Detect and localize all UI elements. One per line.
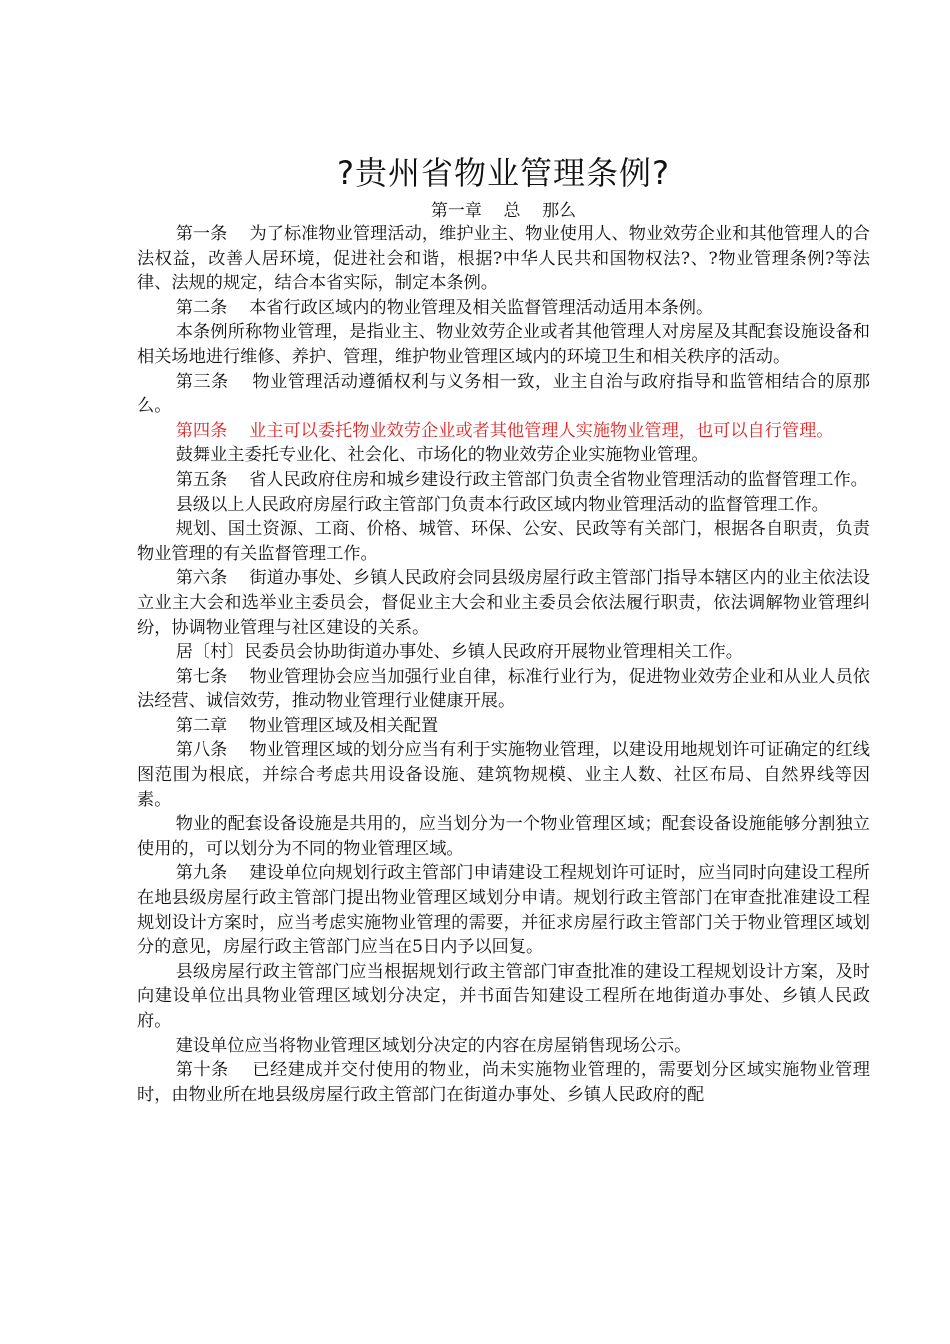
article-6: 第六条 街道办事处、乡镇人民政府会同县级房屋行政主管部门指导本辖区内的业主依法设立业主大会和选举业主委员会，督促业主大会和业主委员会依法履行职责，依法调解物业管理纠纷，协调物业管理与社区建设的关系。 [137,568,870,638]
article-5-paragraph-2: 县级以上人民政府房屋行政主管部门负责本行政区域内物业管理活动的监督管理工作。 [175,494,829,515]
article-5-paragraph-3: 规划、国土资源、工商、价格、城管、环保、公安、民政等有关部门，根据各自职责，负责物业管理的有关监督管理工作。 [137,519,870,564]
article-8-paragraph-2: 物业的配套设备设施是共用的，应当划分为一个物业管理区域；配套设备设施能够分割独立使用的，可以划分为不同的物业管理区域。 [137,814,870,859]
chapter-2-heading: 第二章 物业管理区域及相关配置 [175,715,439,736]
article-8: 第八条 物业管理区域的划分应当有利于实施物业管理，以建设用地规划许可证确定的红线图范围为根底，并综合考虑共用设备设施、建筑物规模、业主人数、社区布局、自然界线等因素。 [137,740,870,810]
document-title: ?贵州省物业管理条例? [337,154,670,192]
article-9-paragraph-3: 建设单位应当将物业管理区域划分决定的内容在房屋销售现场公示。 [175,1035,692,1056]
article-5: 第五条 省人民政府住房和城乡建设行政主管部门负责全省物业管理活动的监督管理工作。 [175,469,868,490]
article-3: 第三条 物业管理活动遵循权利与义务相一致，业主自治与政府指导和监管相结合的原那么。 [137,371,870,417]
article-4-highlighted: 第四条 业主可以委托物业效劳企业或者其他管理人实施物业管理，也可以自行管理。 [175,420,834,441]
article-2: 第二条 本省行政区域内的物业管理及相关监督管理活动适用本条例。 [175,297,714,318]
article-4-paragraph-2: 鼓舞业主委托专业化、社会化、市场化的物业效劳企业实施物业管理。 [175,445,709,466]
article-10: 第十条 已经建成并交付使用的物业，尚未实施物业管理的，需要划分区域实施物业管理时，由物业所在地县级房屋行政主管部门在街道办事处、乡镇人民政府的配 [137,1060,870,1105]
article-9-paragraph-2: 县级房屋行政主管部门应当根据规划行政主管部门审查批准的建设工程规划设计方案，及时向建设单位出具物业管理区域划分决定，并书面告知建设工程所在地街道办事处、乡镇人民政府。 [137,961,870,1031]
article-9: 第九条 建设单位向规划行政主管部门申请建设工程规划许可证时，应当同时向建设工程所在地县级房屋行政主管部门提出物业管理区域划分申请。规划行政主管部门在审查批准建设工程规划设计方案时，应当考虑实施物业管理的需要，并征求房屋行政主管部门关于物业管理区域划分的意见，房屋行政主管部门应当在5日内予以回复。 [137,863,870,958]
article-7: 第七条 物业管理协会应当加强行业自律，标准行业行为，促进物业效劳企业和从业人员依法经营、诚信效劳，推动物业管理行业健康开展。 [137,666,870,712]
article-2-paragraph-2: 本条例所称物业管理，是指业主、物业效劳企业或者其他管理人对房屋及其配套设施设备和相关场地进行维修、养护、管理，维护物业管理区域内的环境卫生和相关秩序的活动。 [137,322,870,367]
article-6-paragraph-2: 居〔村〕民委员会协助街道办事处、乡镇人民政府开展物业管理相关工作。 [175,642,743,663]
chapter-heading: 第一章 总 那么 [430,201,577,221]
article-1: 第一条 为了标准物业管理活动，维护业主、物业使用人、物业效劳企业和其他管理人的合法权益，改善人居环境，促进社会和谐，根据?中华人民共和国物权法?、?物业管理条例?等法律、法规的规定，结合本省实际，制定本条例。 [137,224,870,294]
